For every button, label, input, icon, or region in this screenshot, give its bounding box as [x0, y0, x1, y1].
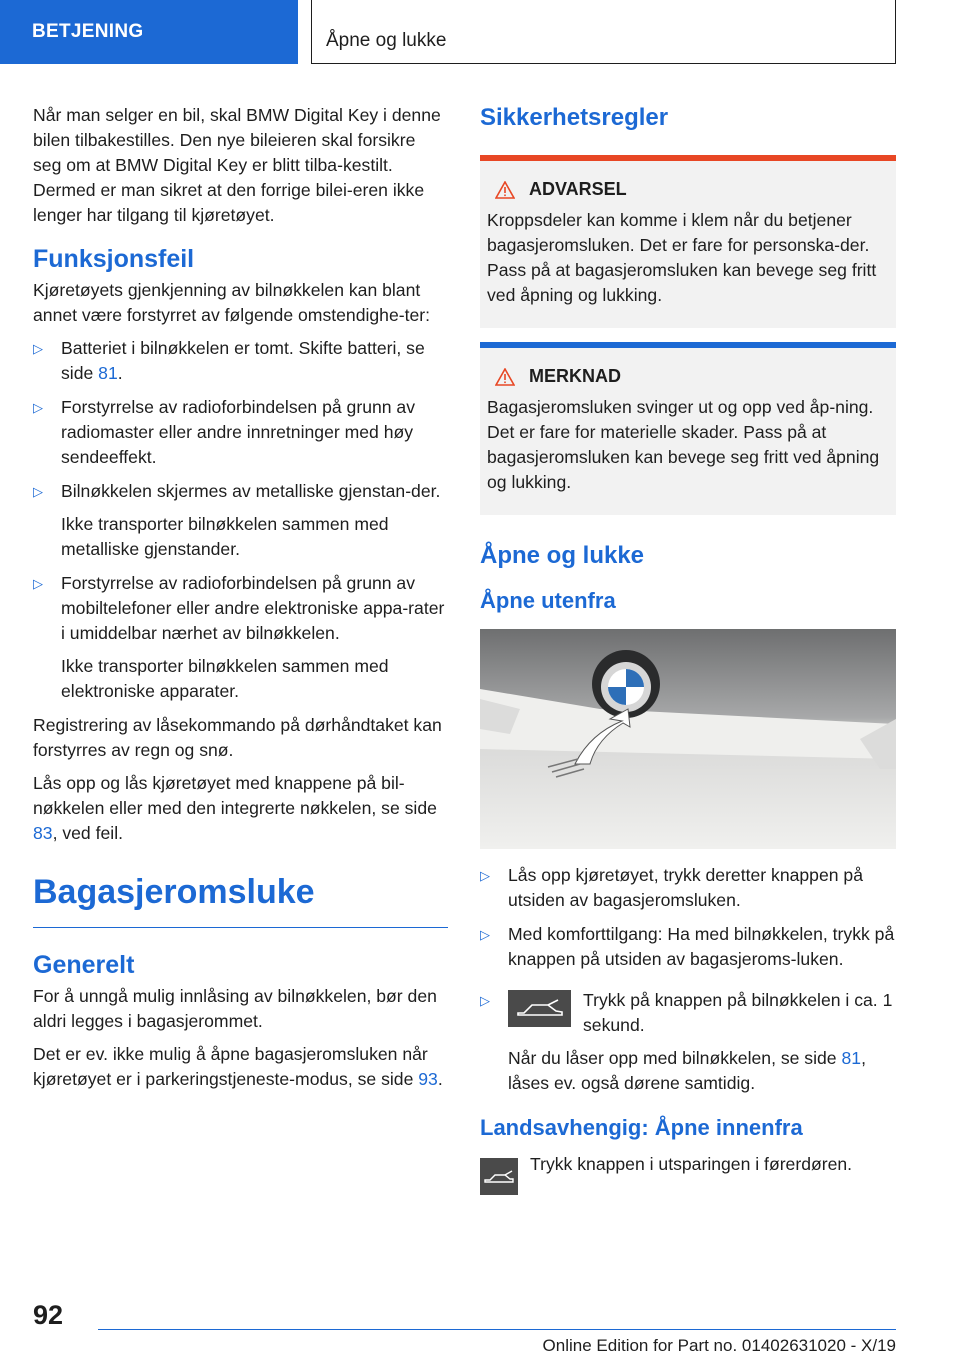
page-title: Åpne og lukke: [311, 0, 896, 64]
footer-divider: [98, 1329, 896, 1330]
tailgate-button-photo: [480, 629, 896, 849]
section-tab: BETJENING: [0, 0, 298, 64]
page-number: 92: [33, 1300, 64, 1330]
triangle-bullet-icon: ▷: [33, 400, 43, 415]
warning-box: [480, 155, 896, 328]
list-item: ▷ Med komforttilgang: Ha med bilnøkkelen, trykk på knappen på utsiden av bagasjeroms-luken.: [480, 924, 895, 969]
warning-triangle-icon: [495, 181, 515, 199]
page-link[interactable]: 81: [98, 363, 118, 383]
triangle-bullet-icon: ▷: [33, 484, 43, 499]
door-button-icon: [480, 1158, 518, 1195]
notice-box: [480, 342, 896, 515]
registrering-paragraph: Registrering av låsekommando på dørhåndtaket kan forstyrres av regn og snø.: [33, 715, 442, 760]
generelt-heading: Generelt: [33, 951, 135, 979]
triangle-bullet-icon: ▷: [480, 868, 490, 883]
aapne-utenfra-heading: Åpne utenfra: [480, 588, 616, 613]
list-item: ▷ Bilnøkkelen skjermes av metalliske gjenstan-der. Ikke transporter bilnøkkelen sammen med metalliske gjenstander.: [33, 481, 441, 559]
page-link[interactable]: 93: [418, 1069, 438, 1089]
page-link[interactable]: 81: [841, 1048, 862, 1068]
key-tailgate-button-icon: [508, 990, 571, 1027]
list-item: ▷ Batteriet i bilnøkkelen er tomt. Skifte batteri, se side 81.: [33, 338, 425, 383]
sikkerhetsregler-heading: Sikkerhetsregler: [480, 104, 669, 131]
funksjonsfeil-heading: Funksjonsfeil: [33, 245, 195, 273]
laas-paragraph: Lås opp og lås kjøretøyet med knappene på bil-nøkkelen eller med den integrerte nøkkelen, se side 83, ved feil.: [33, 773, 437, 843]
triangle-bullet-icon: ▷: [480, 993, 490, 1008]
funksjonsfeil-intro: Kjøretøyets gjenkjenning av bilnøkkelen kan blant annet være forstyrret av følgende omstendighe-ter:: [33, 280, 431, 325]
page-link[interactable]: 83: [33, 823, 53, 843]
warning-title: ADVARSEL: [529, 179, 627, 199]
aapne-og-lukke-heading: Åpne og lukke: [480, 542, 645, 569]
list-item: ▷ Forstyrrelse av radioforbindelsen på grunn av radiomaster eller andre innretninger med høy sendeeffekt.: [33, 397, 416, 467]
bagasjeromsluke-heading: Bagasjeromsluke: [33, 872, 448, 928]
triangle-bullet-icon: ▷: [33, 576, 43, 591]
generelt-paragraph-2: Det er ev. ikke mulig å åpne bagasjeromsluken når kjøretøyet er i parkeringstjeneste-modus, se side 93.: [33, 1044, 443, 1089]
edition-footer: Online Edition for Part no. 01402631020 - X/19: [542, 1336, 896, 1355]
left-column: [33, 103, 448, 1100]
list-item: ▷ Trykk på knappen på bilnøkkelen i ca. 1 sekund. Når du låser opp med bilnøkkelen, se side 81, låses ev. også dørene samtidig.: [480, 990, 893, 1093]
triangle-bullet-icon: ▷: [480, 927, 490, 942]
list-item: ▷ Forstyrrelse av radioforbindelsen på grunn av mobiltelefoner eller andre elektroniske appa-rater i umiddelbar nærhet av bilnøkkelen. Ikke transporter bilnøkkelen sammen med elektroniske apparater.: [33, 573, 445, 701]
malfunction-list: [33, 336, 448, 704]
notice-text: Bagasjeromsluken svinger ut og opp ved åp-ning. Det er fare for materielle skader. Pass på at bagasjeromsluken kan bevege seg fritt ved åpning og lukking.: [487, 397, 880, 492]
notice-title: MERKNAD: [529, 366, 621, 386]
intro-paragraph: Når man selger en bil, skal BMW Digital Key i denne bilen tilbakestilles. Den nye bileieren skal forsikre seg om at BMW Digital Key er blitt tilba-kestilt. Dermed er man sikret at den forrige bilei-eren ikke lenger har tilgang til kjøretøyet.: [33, 105, 441, 225]
triangle-bullet-icon: ▷: [33, 341, 43, 356]
open-outside-list: [480, 863, 896, 1096]
generelt-paragraph-1: For å unngå mulig innlåsing av bilnøkkelen, bør den aldri legges i bagasjerommet.: [33, 986, 437, 1031]
list-item: ▷ Lås opp kjøretøyet, trykk deretter knappen på utsiden av bagasjeromsluken.: [480, 865, 863, 910]
caution-triangle-icon: [495, 368, 515, 386]
landsavhengig-heading: Landsavhengig: Åpne innenfra: [480, 1115, 803, 1140]
landsavhengig-text: Trykk knappen i utsparingen i førerdøren.: [530, 1154, 853, 1174]
warning-text: Kroppsdeler kan komme i klem når du betjener bagasjeromsluken. Det er fare for personska-der. Pass på at bagasjeromsluken kan bevege seg fritt ved åpning og lukking.: [487, 210, 877, 305]
right-column: [480, 103, 896, 1195]
